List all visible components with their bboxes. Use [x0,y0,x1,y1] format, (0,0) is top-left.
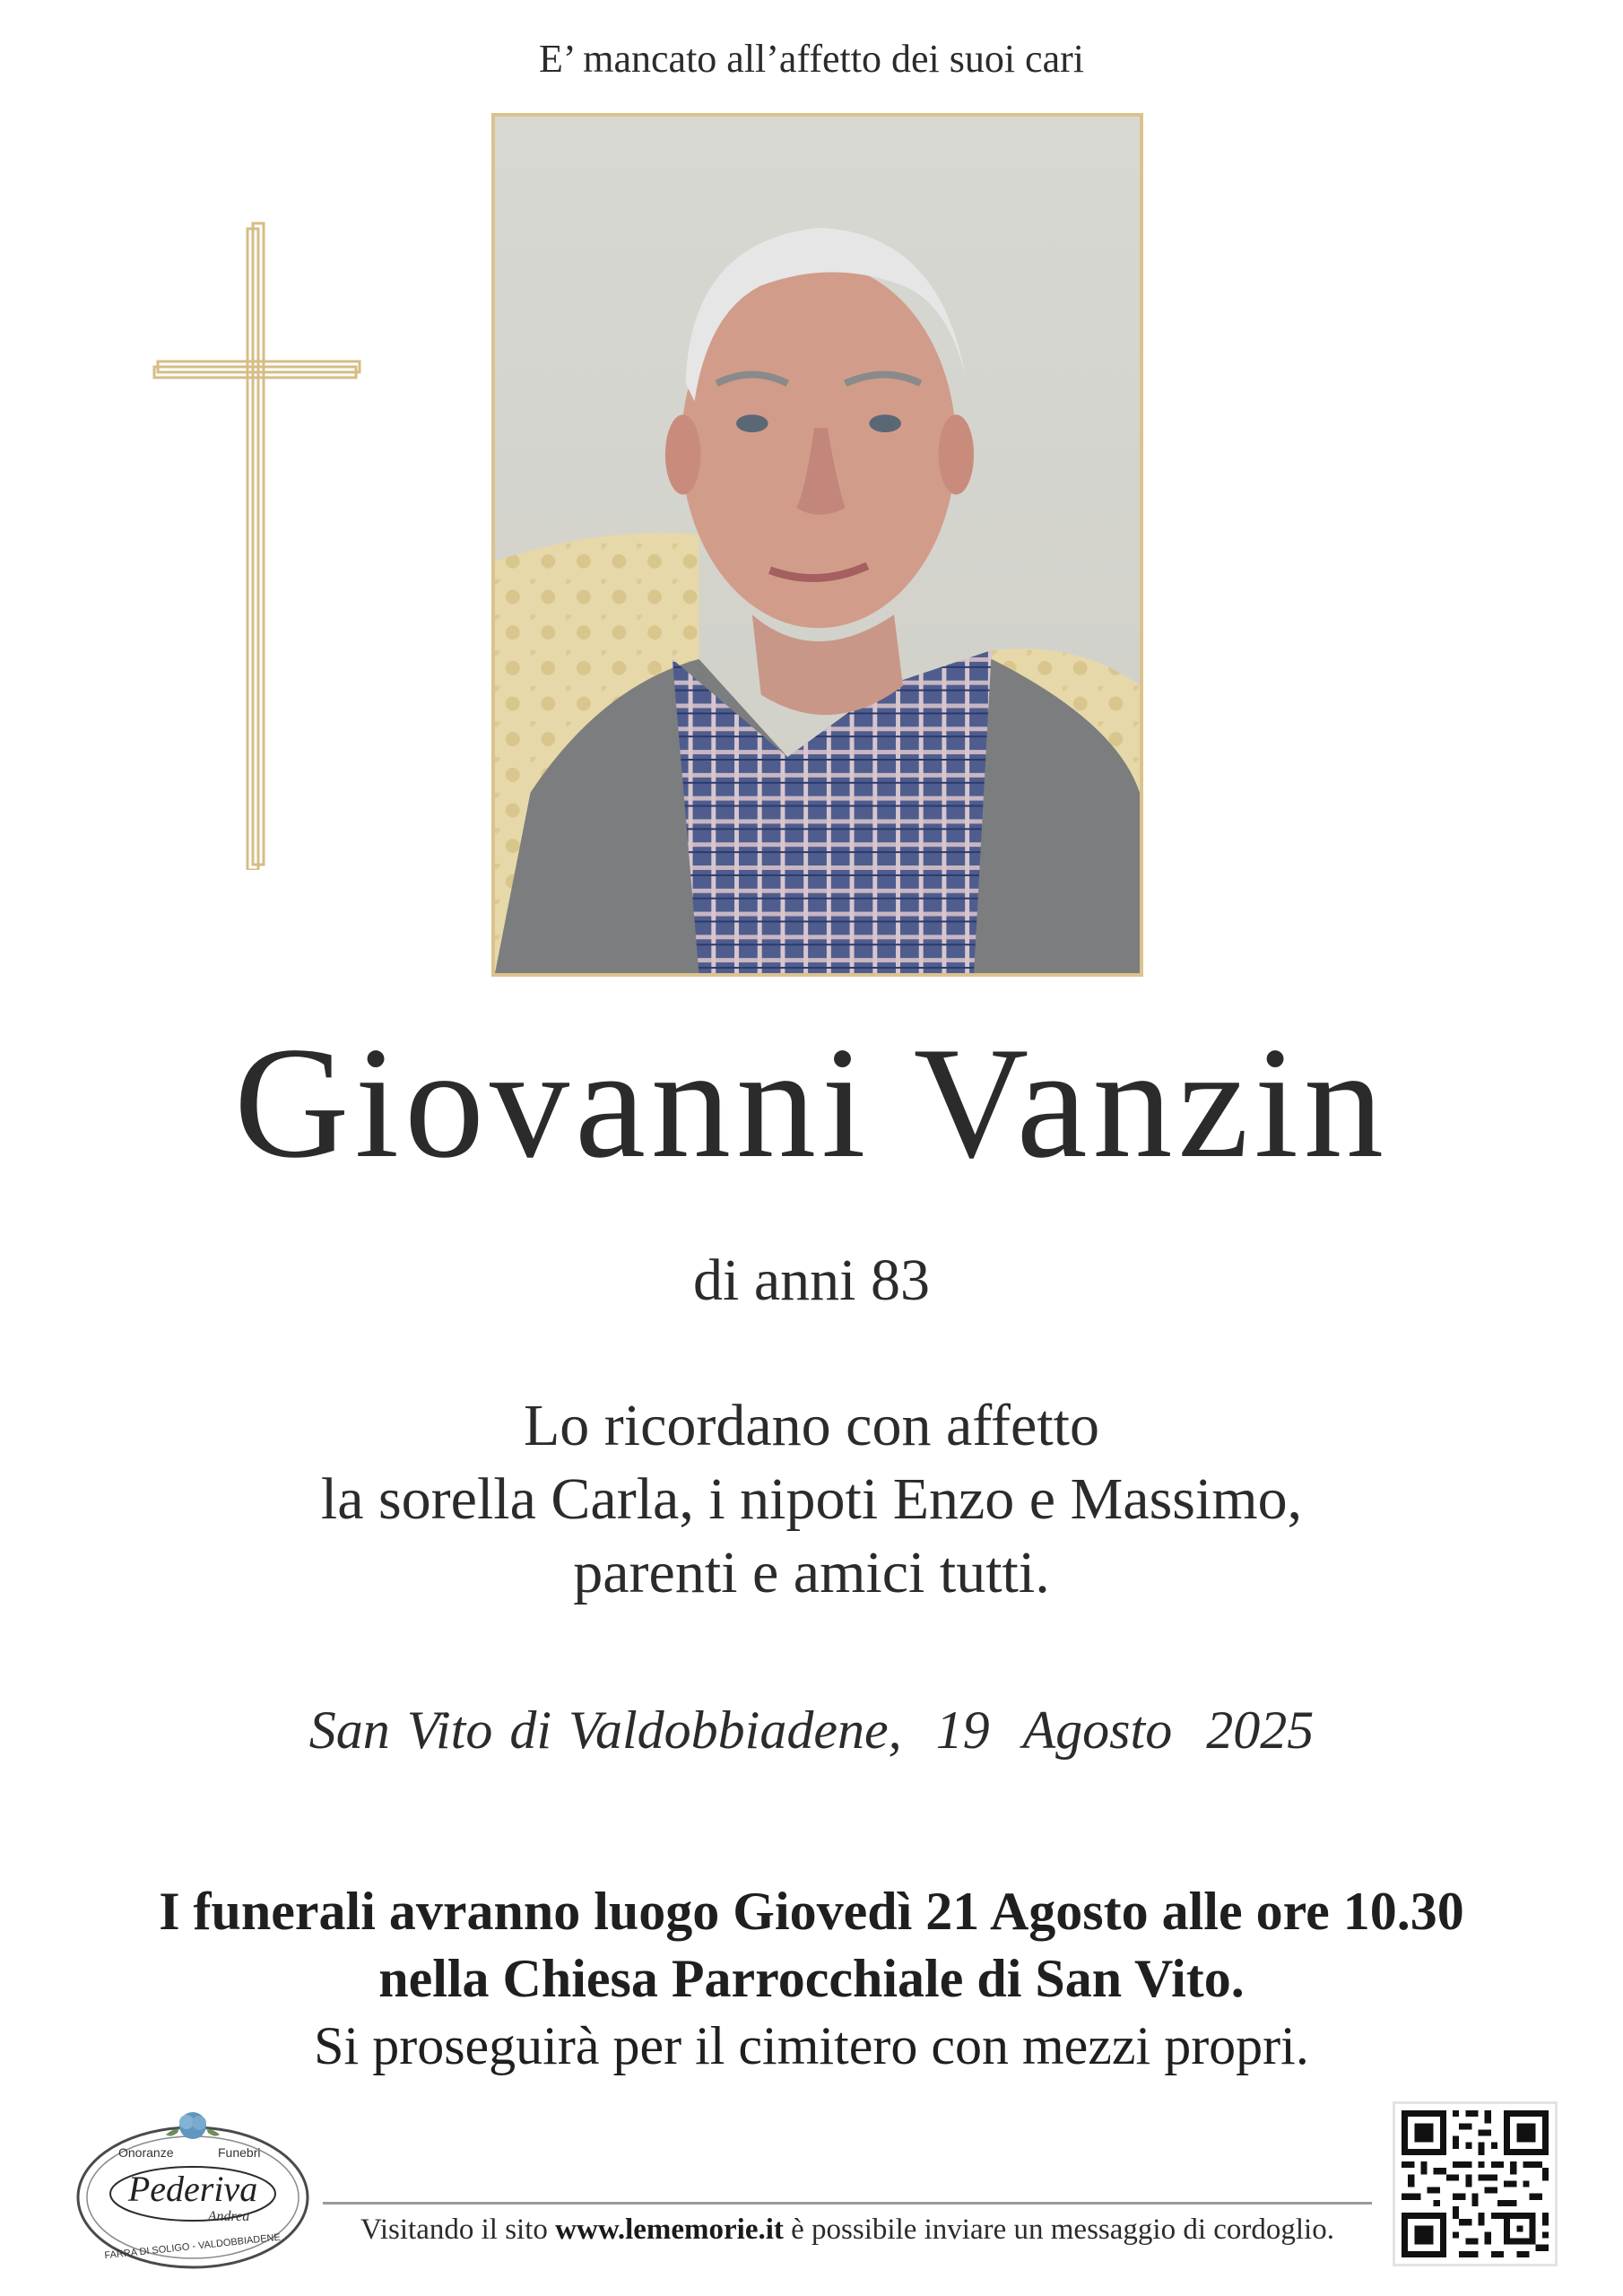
footer-divider [323,2202,1372,2205]
portrait-photo [491,113,1143,977]
website-link[interactable]: www.lememorie.it [555,2213,784,2246]
svg-text:Pederiva: Pederiva [127,2169,258,2209]
remember-line: la sorella Carla, i nipoti Enzo e Massimo, [320,1466,1303,1532]
place-date: San Vito di Valdobbiadene, 19 Agosto 2025 [308,1700,1315,1760]
svg-text:FARRA DI SOLIGO - VALDOBBIADEN: FARRA DI SOLIGO - VALDOBBIADENE [103,2231,282,2262]
qr-code-icon[interactable] [1393,2101,1558,2266]
footer-text: Visitando il sito www.lememorie.it è possibile inviare un messaggio di cordoglio. [360,2213,1334,2246]
funeral-line: nella Chiesa Parrocchiale di San Vito. [378,1949,1245,2008]
funeral-line: Si proseguirà per il cimitero con mezzi propri. [314,2016,1309,2075]
age-text: di anni 83 [693,1248,930,1313]
funeral-line: I funerali avranno luogo Giovedì 21 Agosto alle ore 10.30 [159,1882,1464,1941]
funeral-home-logo [72,2099,314,2278]
intro-text: E’ mancato all’affetto dei suoi cari [539,37,1084,81]
svg-text:Onoranze: Onoranze [118,2145,174,2160]
remember-line: Lo ricordano con affetto [523,1393,1100,1458]
remember-line: parenti e amici tutti. [573,1540,1050,1605]
svg-text:Andrea: Andrea [207,2209,250,2224]
svg-text:Funebri: Funebri [218,2145,261,2160]
deceased-name: Giovanni Vanzin [233,1013,1390,1191]
cross-icon [152,220,368,870]
